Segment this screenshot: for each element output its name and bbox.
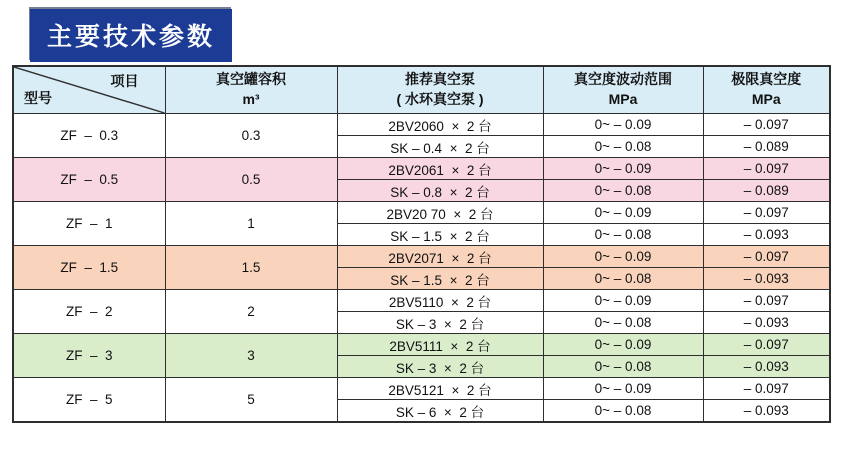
table-row bbox=[13, 378, 830, 400]
limit-cell: – 0.089 bbox=[703, 180, 830, 202]
corner-model-label: 型号 bbox=[24, 90, 52, 107]
pump-cell: SK – 0.8 × 2 台 bbox=[337, 180, 543, 202]
range-cell: 0~ – 0.09 bbox=[543, 202, 703, 224]
pump-cell: 2BV2060 × 2 台 bbox=[337, 114, 543, 136]
pump-cell: 2BV5121 × 2 台 bbox=[337, 378, 543, 400]
range-cell: 0~ – 0.09 bbox=[543, 334, 703, 356]
pump-cell: 2BV2061 × 2 台 bbox=[337, 158, 543, 180]
header-row bbox=[13, 66, 830, 114]
pump-cell: 2BV2071 × 2 台 bbox=[337, 246, 543, 268]
header-capacity: 真空罐容积 m³ bbox=[165, 66, 337, 114]
capacity-cell: 2 bbox=[165, 290, 337, 334]
range-cell: 0~ – 0.08 bbox=[543, 180, 703, 202]
page-title: 主要技术参数 bbox=[30, 9, 232, 62]
pump-cell: SK – 0.4 × 2 台 bbox=[337, 136, 543, 158]
model-cell: ZF – 1.5 bbox=[13, 246, 165, 290]
capacity-cell: 5 bbox=[165, 378, 337, 423]
range-cell: 0~ – 0.08 bbox=[543, 268, 703, 290]
limit-cell: – 0.093 bbox=[703, 312, 830, 334]
pump-cell: SK – 1.5 × 2 台 bbox=[337, 268, 543, 290]
capacity-cell: 1.5 bbox=[165, 246, 337, 290]
range-cell: 0~ – 0.09 bbox=[543, 246, 703, 268]
limit-cell: – 0.093 bbox=[703, 400, 830, 423]
table-row bbox=[13, 158, 830, 180]
pump-cell: 2BV5110 × 2 台 bbox=[337, 290, 543, 312]
pump-cell: SK – 6 × 2 台 bbox=[337, 400, 543, 423]
limit-cell: – 0.097 bbox=[703, 158, 830, 180]
table-row bbox=[13, 202, 830, 224]
header-range: 真空度波动范围 MPa bbox=[543, 66, 703, 114]
header-pump: 推荐真空泵 ( 水环真空泵 ) bbox=[337, 66, 543, 114]
model-cell: ZF – 1 bbox=[13, 202, 165, 246]
pump-cell: 2BV5111 × 2 台 bbox=[337, 334, 543, 356]
pump-cell: SK – 1.5 × 2 台 bbox=[337, 224, 543, 246]
model-cell: ZF – 2 bbox=[13, 290, 165, 334]
limit-cell: – 0.097 bbox=[703, 334, 830, 356]
model-cell: ZF – 0.5 bbox=[13, 158, 165, 202]
table-row bbox=[13, 290, 830, 312]
header-limit: 极限真空度 MPa bbox=[703, 66, 830, 114]
pump-cell: SK – 3 × 2 台 bbox=[337, 356, 543, 378]
range-cell: 0~ – 0.08 bbox=[543, 312, 703, 334]
capacity-cell: 0.3 bbox=[165, 114, 337, 158]
specs-table bbox=[12, 65, 831, 423]
table-row bbox=[13, 114, 830, 136]
capacity-cell: 3 bbox=[165, 334, 337, 378]
range-cell: 0~ – 0.09 bbox=[543, 158, 703, 180]
range-cell: 0~ – 0.08 bbox=[543, 400, 703, 423]
model-cell: ZF – 0.3 bbox=[13, 114, 165, 158]
limit-cell: – 0.097 bbox=[703, 114, 830, 136]
corner-item-label: 项目 bbox=[110, 73, 139, 89]
limit-cell: – 0.093 bbox=[703, 224, 830, 246]
capacity-cell: 1 bbox=[165, 202, 337, 246]
model-cell: ZF – 5 bbox=[13, 378, 165, 423]
limit-cell: – 0.089 bbox=[703, 136, 830, 158]
limit-cell: – 0.093 bbox=[703, 356, 830, 378]
table-row bbox=[13, 334, 830, 356]
range-cell: 0~ – 0.08 bbox=[543, 356, 703, 378]
pump-cell: SK – 3 × 2 台 bbox=[337, 312, 543, 334]
limit-cell: – 0.097 bbox=[703, 290, 830, 312]
range-cell: 0~ – 0.09 bbox=[543, 378, 703, 400]
corner-header-cell bbox=[13, 66, 165, 114]
range-cell: 0~ – 0.08 bbox=[543, 136, 703, 158]
model-cell: ZF – 3 bbox=[13, 334, 165, 378]
capacity-cell: 0.5 bbox=[165, 158, 337, 202]
limit-cell: – 0.093 bbox=[703, 268, 830, 290]
range-cell: 0~ – 0.09 bbox=[543, 114, 703, 136]
table-row bbox=[13, 246, 830, 268]
range-cell: 0~ – 0.08 bbox=[543, 224, 703, 246]
limit-cell: – 0.097 bbox=[703, 378, 830, 400]
limit-cell: – 0.097 bbox=[703, 246, 830, 268]
pump-cell: 2BV20 70 × 2 台 bbox=[337, 202, 543, 224]
limit-cell: – 0.097 bbox=[703, 202, 830, 224]
range-cell: 0~ – 0.09 bbox=[543, 290, 703, 312]
